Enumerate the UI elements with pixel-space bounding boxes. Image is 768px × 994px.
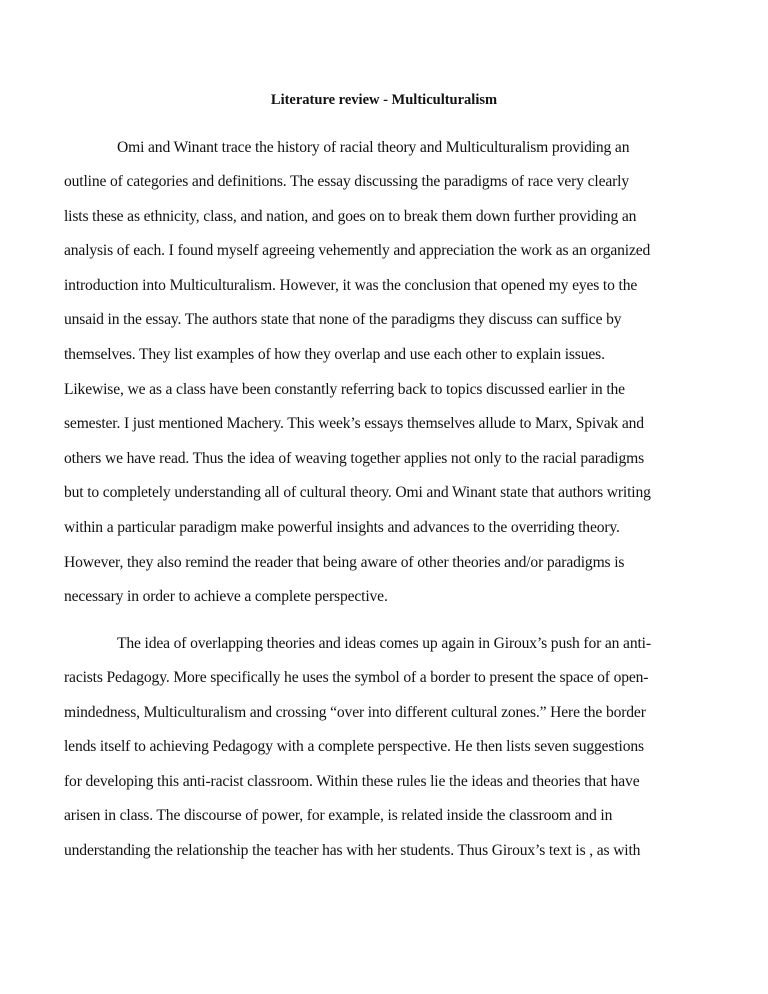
paragraph-2: [64, 627, 714, 869]
text-line: introduction into Multiculturalism. However, it was the conclusion that opened my eyes to the: [64, 276, 638, 294]
text-line: semester. I just mentioned Machery. This week’s essays themselves allude to Marx, Spivak and: [64, 415, 644, 433]
text-line: racists Pedagogy. More specifically he uses the symbol of a border to present the space of open-: [64, 669, 649, 687]
document-title: Literature review - Multiculturalism: [270, 92, 498, 108]
text-line: unsaid in the essay. The authors state that none of the paradigms they discuss can suffice by: [64, 311, 622, 329]
text-line: analysis of each. I found myself agreeing vehemently and appreciation the work as an organized: [64, 242, 651, 260]
text-line: The idea of overlapping theories and ideas comes up again in Giroux’s push for an anti-: [117, 634, 651, 652]
text-line: lends itself to achieving Pedagogy with a complete perspective. He then lists seven suggestions: [64, 738, 644, 756]
text-line: but to completely understanding all of cultural theory. Omi and Winant state that authors writing: [64, 484, 651, 502]
paragraph-1: [64, 131, 714, 615]
text-line: However, they also remind the reader that being aware of other theories and/or paradigms is: [64, 553, 625, 571]
text-line: mindedness, Multiculturalism and crossing “over into different cultural zones.” Here the border: [64, 703, 646, 721]
text-line: outline of categories and definitions. The essay discussing the paradigms of race very clearly: [64, 173, 629, 191]
text-line: lists these as ethnicity, class, and nation, and goes on to break them down further providing an: [64, 207, 637, 225]
text-line: within a particular paradigm make powerful insights and advances to the overriding theory.: [64, 519, 620, 537]
text-line: necessary in order to achieve a complete perspective.: [64, 588, 388, 606]
text-line: others we have read. Thus the idea of weaving together applies not only to the racial paradigms: [64, 449, 644, 467]
text-line: for developing this anti-racist classroom. Within these rules lie the ideas and theories that have: [64, 772, 640, 790]
text-line: Omi and Winant trace the history of racial theory and Multiculturalism providing an: [117, 138, 630, 156]
text-line: understanding the relationship the teacher has with her students. Thus Giroux’s text is , as with: [64, 842, 641, 860]
text-line: themselves. They list examples of how they overlap and use each other to explain issues.: [64, 346, 605, 364]
text-line: Likewise, we as a class have been constantly referring back to topics discussed earlier in the: [64, 380, 625, 398]
text-line: arisen in class. The discourse of power, for example, is related inside the classroom and in: [64, 807, 613, 825]
